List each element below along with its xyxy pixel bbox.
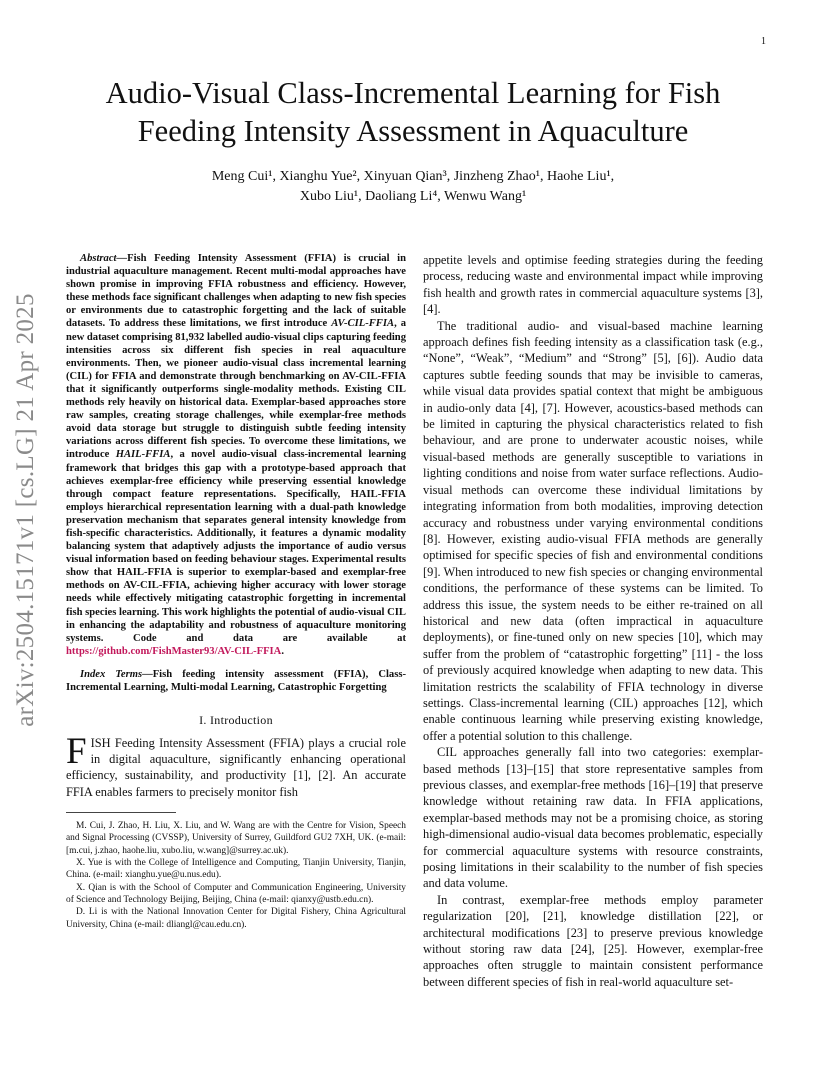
footnote: M. Cui, J. Zhao, H. Liu, X. Liu, and W. Wang are with the Centre for Vision, Speech and Signal Processing (CVSSP), University of Surrey, Guildford GU2 7XH, UK. (e-mail: [m.cui, j.zhao, haohe.liu, xubo.liu, w.wang]@surrey.ac.uk). [66, 821, 406, 856]
right-column [423, 252, 763, 990]
body-paragraph: appetite levels and optimise feeding strategies during the feeding process, reducing waste and environmental impact while improving fish health and growth rates in commercial aquaculture systems [3], [4]. [423, 253, 763, 317]
body-paragraph: CIL approaches generally fall into two categories: exemplar-based methods [13]–[15] that store representative samples from previous classes, and exemplar-free methods [16]–[19] that preserve knowledge without retaining raw data. In FFIA applications, exemplar-based methods may not be a promising choice, as storing high-dimensional audio-visual data becomes problematic, especially for commercial aquaculture systems with resource constraints, posing limitations in their scalability to the number of fish species and data volume. [423, 745, 763, 891]
body-paragraph: The traditional audio- and visual-based machine learning approach defines fish feeding intensity as a classification task (e.g., “None”, “Weak”, “Medium” and “Strong” [5], [6]). Audio data captures subtle feeding sounds that may be invisible to cameras, while visual data provides spatial context that might be ambiguous in audio-only data [4], [7]. However, acoustics-based methods can be limited in capturing the physical characteristics related to fish behaviour, and are prone to underwater acoustic noises, while visual-based methods are generally susceptible to variations in lighting conditions and noise from water surface reflections. Audio-visual methods can overcome these individual limitations by integrating information from both modalities, improving detection accuracy and robustness under varying environmental conditions [8]. However, existing audio-visual FFIA methods are generally optimised for specific species of fish and environmental conditions [9]. When introduced to new fish species or changing environmental conditions, the performance of these systems can be limited. To address this issue, the system needs to be either re-trained on all historical and new data (often impractical in aquaculture deployments), or fine-tuned only on new species [10], which may suffer from the problem of “catastrophic forgetting” [11] - the loss of previously acquired knowledge when adapting to new data. This limitation restricts the scalability of FFIA technology in diverse settings. Class-incremental learning (CIL) approaches [12], which enable continuous learning while preserving existing knowledge, offer a potential solution to this challenge. [423, 318, 763, 743]
footnote: D. Li is with the National Innovation Center for Digital Fishery, China Agricultural University, China (e-mail: dliangl@cau.edu.cn). [66, 907, 406, 930]
author-list [110, 167, 716, 207]
footnote-rule [66, 812, 176, 813]
abstract-text-b: , a new dataset comprising 81,932 labelled audio-visual clips capturing feeding intensities across six different fish species in real aquaculture environments. Then, we pioneer audio-visual class incremental learning (CIL) for FFIA and demonstrate through benchmarking on AV-CIL-FFIA that it significantly outperforms single-modality methods. Existing CIL methods rely heavily on historical data. Exemplar-based approaches store raw samples, creating storage challenges, while exemplar-free methods avoid data storage but struggle to distinguish subtle feeding intensity variations across different fish species. To overcome these limitations, we introduce [66, 318, 407, 461]
index-terms-label: Index Terms [80, 668, 143, 680]
abstract-text-c: , a novel audio-visual class-incremental learning framework that bridges this gap with a prototype-based approach that achieves exemplar-free efficiency while preserving essential knowledge through compact feature representations. Specifically, HAIL-FFIA employs hierarchical representation learning with a dual-path knowledge preservation mechanism that separates general intensity knowledge from fish-specific characteristics. Additionally, it features a dynamic modality balancing system that adaptively adjusts the importance of audio versus visual information based on feeding behaviour stages. Experimental results show that HAIL-FFIA is superior to exemplar-based and exemplar-free methods on AV-CIL-FFIA, achieving higher accuracy with lower storage needs while effectively mitigating catastrophic forgetting in incremental fish species learning. This work highlights the potential of audio-visual CIL in enhancing the adaptability and robustness of aquaculture monitoring systems. Code and data are available at [66, 449, 406, 644]
drop-cap: F [66, 730, 87, 772]
section-heading: I. Introduction [199, 713, 273, 728]
body-paragraph: In contrast, exemplar-free methods employ parameter regularization [20], [21], knowledge distillation [22], or architectural modifications [23] to preserve previous knowledge without storing raw data [24], [25]. However, exemplar-free approaches often struggle to maintain consistent performance between different species of fish in real-world aquaculture set- [423, 892, 763, 989]
paper-title [60, 74, 766, 150]
authors-line-1: Meng Cui¹, Xianghu Yue², Xinyuan Qian³, Jinzheng Zhao¹, Haohe Liu¹, [211, 169, 615, 184]
abstract [66, 252, 406, 658]
left-column [66, 252, 406, 931]
title-line-2: Feeding Intensity Assessment in Aquaculture [137, 114, 689, 148]
authors-line-2: Xubo Liu¹, Daoliang Li⁴, Wenwu Wang¹ [299, 189, 527, 204]
title-line-1: Audio-Visual Class-Incremental Learning for Fish [105, 76, 721, 110]
index-terms [66, 668, 406, 694]
footnote: X. Qian is with the School of Computer and Communication Engineering, University of Science and Technology Beijing, Beijing, China (e-mail: qianxy@ustb.edu.cn). [66, 882, 406, 905]
footnote: X. Yue is with the College of Intelligence and Computing, Tianjin University, Tianjin, China. (e-mail: xianghu.yue@u.nus.edu). [66, 858, 406, 881]
abstract-method-name: HAIL-FFIA [115, 449, 171, 461]
arxiv-stamp [6, 290, 46, 730]
page-number: 1 [761, 36, 766, 47]
code-link[interactable]: https://github.com/FishMaster93/AV-CIL-FFIA [66, 645, 282, 657]
abstract-dataset-name: AV-CIL-FFIA [331, 318, 395, 330]
arxiv-stamp-text: arXiv:2504.15171v1 [cs.LG] 21 Apr 2025 [12, 293, 39, 727]
intro-text: ISH Feeding Intensity Assessment (FFIA) plays a crucial role in digital aquaculture, significantly enhancing operational efficiency, sustainability, and productivity [1], [2]. An accurate FFIA enables farmers to precisely monitor fish [66, 735, 406, 799]
abstract-end: . [281, 645, 284, 657]
abstract-text-a: Fish Feeding Intensity Assessment (FFIA) is crucial in industrial aquaculture management. Recent multi-modal approaches have shown promise in improving FFIA robustness and efficiency. However, these methods face significant challenges when adapting to new fish species or environments due to catastrophic forgetting and the lack of suitable datasets. To address these limitations, we first introduce [66, 253, 406, 330]
intro-paragraph [66, 730, 406, 801]
abstract-label: Abstract— [80, 253, 128, 264]
index-terms-text: —Fish feeding intensity assessment (FFIA), Class-Incremental Learning, Multi-modal Learning, Catastrophic Forgetting [66, 668, 406, 693]
